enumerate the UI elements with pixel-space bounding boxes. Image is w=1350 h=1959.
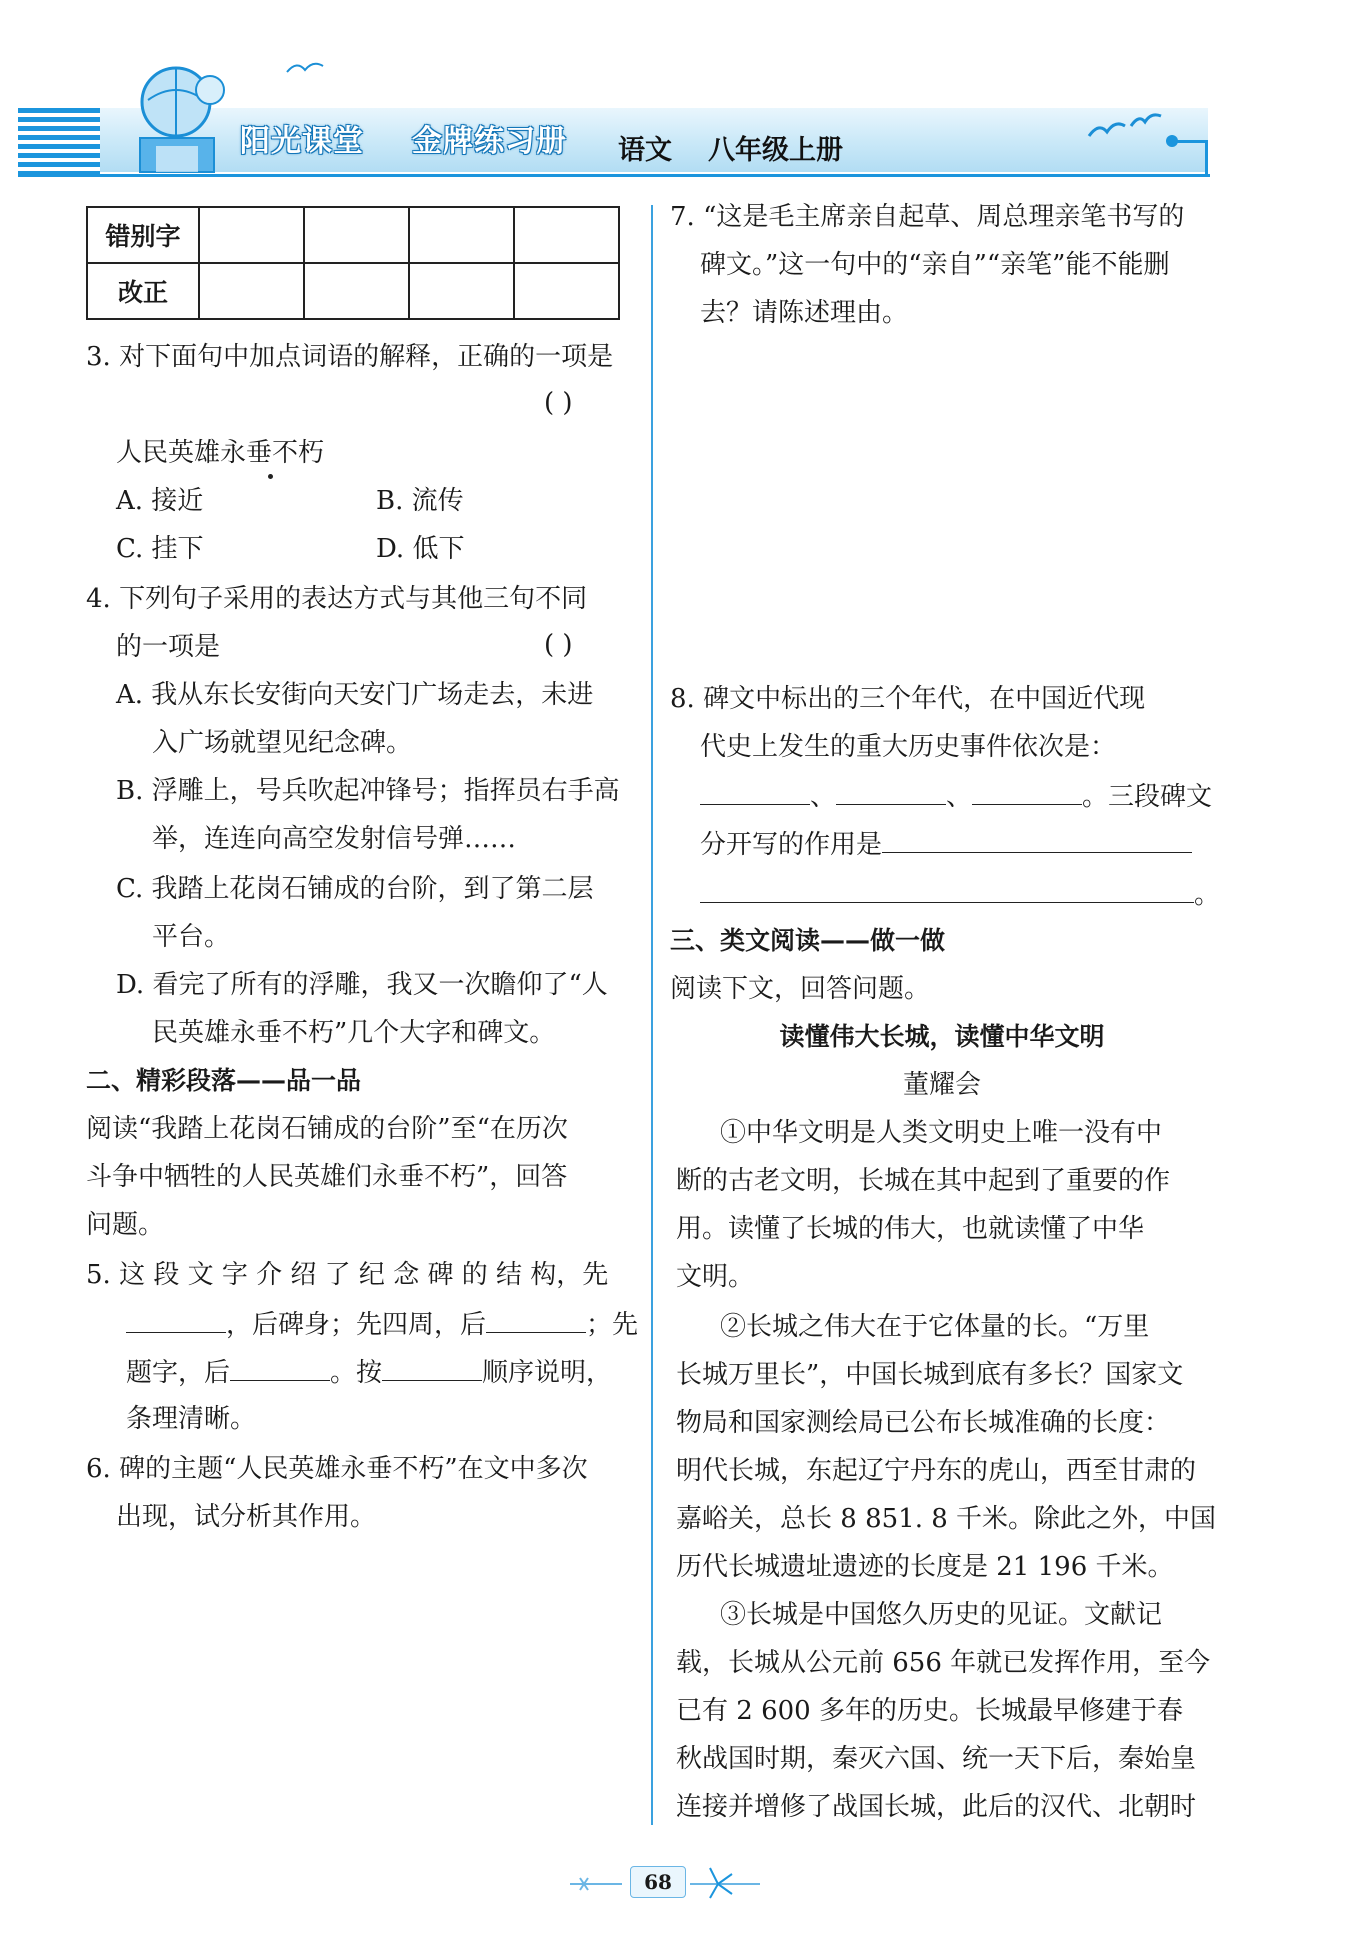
question-4-line2: 的一项是 <box>116 632 221 662</box>
question-5-line1: 5. 这 段 文 字 介 绍 了 纪 念 碑 的 结 构，先 <box>86 1260 609 1290</box>
answer-paren-q4[interactable]: ( ) <box>544 630 573 660</box>
fill-blank[interactable] <box>700 778 810 805</box>
correction-row-label: 改正 <box>87 263 199 319</box>
typo-cell[interactable] <box>514 207 619 263</box>
paragraph-1-line2: 断的古老文明，长城在其中起到了重要的作 <box>676 1166 1171 1196</box>
question-7-line2: 碑文。”这一句中的“亲自”“亲笔”能不能删 <box>700 250 1170 280</box>
question-7-line1: 7. “这是毛主席亲自起草、周总理亲笔书写的 <box>670 202 1185 232</box>
q3-option-d[interactable]: D. 低下 <box>376 534 465 564</box>
flying-birds-icon <box>1085 106 1175 146</box>
q4-option-a-line2: 入广场就望见纪念碑。 <box>152 728 413 758</box>
grade-label: 八年级上册 <box>708 135 843 166</box>
fill-blank[interactable] <box>486 1306 586 1333</box>
header-stripes-decoration <box>18 108 100 176</box>
paragraph-1-line4: 文明。 <box>676 1262 755 1292</box>
paragraph-1-line1: ①中华文明是人类文明史上唯一没有中 <box>720 1118 1163 1148</box>
brand-name-right: 金牌练习册 <box>412 124 567 159</box>
section-2-instruction-line3: 问题。 <box>86 1210 165 1240</box>
answer-paren-q3[interactable]: ( ) <box>544 388 573 418</box>
fill-blank[interactable] <box>882 826 1192 853</box>
fill-blank[interactable] <box>126 1306 226 1333</box>
correction-cell[interactable] <box>514 263 619 319</box>
q4-option-b-line1[interactable]: B. 浮雕上，号兵吹起冲锋号；指挥员右手高 <box>116 776 620 806</box>
article-title: 读懂伟大长城，读懂中华文明 <box>779 1022 1105 1051</box>
column-divider <box>651 205 653 1825</box>
q4-option-c-line2: 平台。 <box>152 922 231 952</box>
question-8-line3 <box>700 778 1212 814</box>
q8-text: 分开写的作用是 <box>700 830 883 860</box>
paragraph-3-line2: 载，长城从公元前 656 年就已发挥作用，至今 <box>676 1648 1211 1678</box>
typo-cell[interactable] <box>304 207 409 263</box>
typo-cell[interactable] <box>199 207 304 263</box>
q3-sentence-text: 人民英雄永垂不朽 <box>116 438 325 468</box>
paragraph-2-line4: 明代长城，东起辽宁丹东的虎山，西至甘肃的 <box>676 1456 1197 1486</box>
q8-text: 、 <box>946 782 973 812</box>
question-8-line4 <box>700 826 1192 862</box>
q4-option-b-line2: 举，连连向高空发射信号弹…… <box>152 824 517 854</box>
q8-text: 、 <box>810 782 837 812</box>
section-2-heading: 二、精彩段落——品一品 <box>86 1066 362 1095</box>
fill-blank[interactable] <box>230 1354 330 1381</box>
typo-row-label: 错别字 <box>87 207 199 263</box>
q4-option-c-line1[interactable]: C. 我踏上花岗石铺成的台阶，到了第二层 <box>116 874 594 904</box>
correction-table <box>86 206 620 320</box>
question-4-line1: 4. 下列句子采用的表达方式与其他三句不同 <box>86 584 588 614</box>
q5-text: ；先 <box>586 1310 639 1340</box>
q4-option-d-line1[interactable]: D. 看完了所有的浮雕，我又一次瞻仰了“人 <box>116 970 608 1000</box>
paragraph-2-line5: 嘉峪关，总长 8 851. 8 千米。除此之外，中国 <box>676 1504 1217 1534</box>
q5-text: 顺序说明， <box>482 1358 613 1388</box>
section-3-heading: 三、类文阅读——做一做 <box>670 926 946 955</box>
page-number: 68 <box>630 1866 686 1898</box>
paragraph-2-line2: 长城万里长”，中国长城到底有多长？国家文 <box>676 1360 1184 1390</box>
page-header <box>0 0 1350 190</box>
paragraph-1-line3: 用。读懂了长城的伟大，也就读懂了中华 <box>676 1214 1145 1244</box>
paragraph-2-line6: 历代长城遗址遗迹的长度是 21 196 千米。 <box>676 1552 1174 1582</box>
q3-option-b[interactable]: B. 流传 <box>376 486 464 516</box>
q8-text: 。 <box>1194 880 1221 910</box>
correction-cell[interactable] <box>199 263 304 319</box>
bird-decoration-icon <box>285 58 325 80</box>
article-author: 董耀会 <box>902 1070 981 1100</box>
subject-label: 语文 <box>618 135 672 166</box>
fill-blank[interactable] <box>972 778 1082 805</box>
q3-sentence <box>116 436 324 470</box>
fill-blank[interactable] <box>836 778 946 805</box>
q8-text: 。三段碑文 <box>1082 782 1213 812</box>
question-8-line2: 代史上发生的重大历史事件依次是： <box>700 732 1117 762</box>
brand-name-left: 阳光课堂 <box>240 124 364 159</box>
q5-text: 题字，后 <box>126 1358 231 1388</box>
header-corner-decoration <box>1176 140 1208 174</box>
paragraph-3-line5: 连接并增修了战国长城，此后的汉代、北朝时 <box>676 1792 1197 1822</box>
paragraph-2-line1: ②长城之伟大在于它体量的长。“万里 <box>720 1312 1150 1342</box>
paragraph-3-line4: 秋战国时期，秦灭六国、统一天下后，秦始皇 <box>676 1744 1197 1774</box>
question-8-line1: 8. 碑文中标出的三个年代，在中国近代现 <box>670 684 1146 714</box>
paragraph-3-line3: 已有 2 600 多年的历史。长城最早修建于春 <box>676 1696 1183 1726</box>
section-2-instruction-line1: 阅读“我踏上花岗石铺成的台阶”至“在历次 <box>86 1114 568 1144</box>
question-3: 3. 对下面句中加点词语的解释，正确的一项是 <box>86 342 614 372</box>
emphasis-dot <box>268 474 273 479</box>
q4-option-d-line2: 民英雄永垂不朽”几个大字和碑文。 <box>152 1018 556 1048</box>
question-5-line4: 条理清晰。 <box>126 1404 257 1434</box>
question-6-line1: 6. 碑的主题“人民英雄永垂不朽”在文中多次 <box>86 1454 588 1484</box>
paragraph-3-line1: ③长城是中国悠久历史的见证。文献记 <box>720 1600 1163 1630</box>
fill-blank[interactable] <box>382 1354 482 1381</box>
question-8-line5 <box>700 876 1220 912</box>
section-3-instruction: 阅读下文，回答问题。 <box>670 974 931 1004</box>
q4-option-a-line1[interactable]: A. 我从东长安街向天安门广场走去，未进 <box>116 680 594 710</box>
q3-option-a[interactable]: A. 接近 <box>116 486 204 516</box>
globe-emblem-icon <box>118 60 248 178</box>
question-5-line3 <box>126 1354 612 1390</box>
section-2-instruction-line2: 斗争中牺牲的人民英雄们永垂不朽”，回答 <box>86 1162 568 1192</box>
correction-cell[interactable] <box>409 263 514 319</box>
fill-blank[interactable] <box>700 876 1194 903</box>
q3-option-c[interactable]: C. 挂下 <box>116 534 204 564</box>
q5-text: ，后碑身；先四周，后 <box>226 1310 487 1340</box>
correction-cell[interactable] <box>304 263 409 319</box>
q5-text: 。按 <box>330 1358 383 1388</box>
paragraph-2-line3: 物局和国家测绘局已公布长城准确的长度： <box>676 1408 1171 1438</box>
question-6-line2: 出现，试分析其作用。 <box>116 1502 377 1532</box>
typo-cell[interactable] <box>409 207 514 263</box>
question-5-line2 <box>126 1306 638 1342</box>
question-7-line3: 去？请陈述理由。 <box>700 298 909 328</box>
